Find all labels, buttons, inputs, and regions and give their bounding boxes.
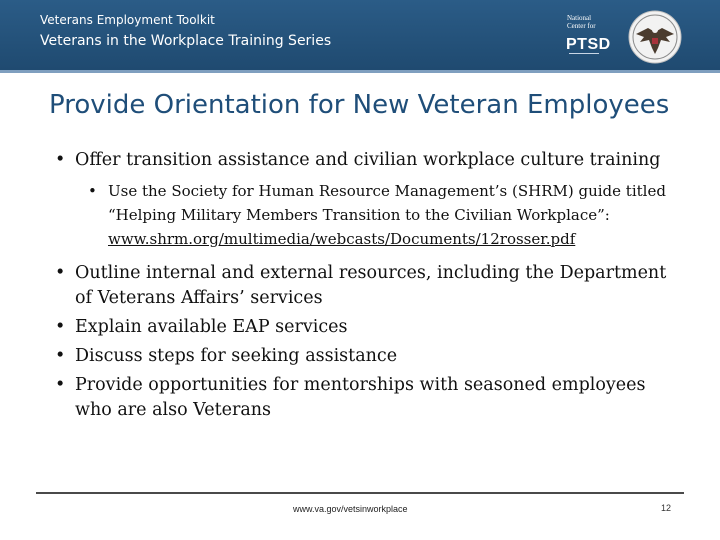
bullet-dot-icon: • (55, 317, 66, 337)
ptsd-logo-line2: PTSD (566, 36, 611, 53)
va-seal-icon (628, 10, 682, 64)
footer-url: www.va.gov/vetsinworkplace (293, 504, 408, 514)
ptsd-logo-line1: National Center for (567, 14, 596, 30)
bullet-item (55, 344, 685, 369)
bullet-text: Explain available EAP services (75, 317, 348, 337)
slide-title: Provide Orientation for New Veteran Employees (49, 90, 670, 120)
ptsd-logo (561, 11, 611, 65)
bullet-item (55, 261, 685, 311)
ptsd-logo-rule (569, 53, 599, 62)
bullet-item (55, 315, 685, 340)
bullet-text: Provide opportunities for mentorships with seasoned employees who are also Veterans (75, 375, 646, 420)
bullet-list (55, 148, 685, 423)
bullet-dot-icon: • (55, 375, 66, 395)
bullet-text: Offer transition assistance and civilian workplace culture training (75, 150, 661, 170)
bullet-item (55, 148, 685, 173)
series-title: Veterans in the Workplace Training Series (40, 33, 332, 49)
header-divider (0, 70, 720, 73)
bullet-text: Discuss steps for seeking assistance (75, 346, 398, 366)
bullet-dot-icon: • (55, 263, 66, 283)
bullet-item (55, 373, 685, 423)
bullet-dot-icon: • (55, 346, 66, 366)
bullet-text: Outline internal and external resources, including the Department of Veterans Affairs’ services (75, 263, 667, 308)
footer-divider (36, 492, 684, 494)
page-number: 12 (661, 503, 672, 513)
bullet-dot-icon: • (88, 182, 97, 200)
toolkit-title: Veterans Employment Toolkit (40, 13, 215, 27)
bullet-dot-icon: • (55, 150, 66, 170)
sub-bullet-text: Use the Society for Human Resource Management’s (SHRM) guide titled “Helping Military Members Transition to the Civilian Workplace”: (108, 182, 666, 224)
sub-bullet-item (88, 179, 685, 251)
shrm-guide-link[interactable]: www.shrm.org/multimedia/webcasts/Documents/12rosser.pdf (108, 230, 576, 248)
